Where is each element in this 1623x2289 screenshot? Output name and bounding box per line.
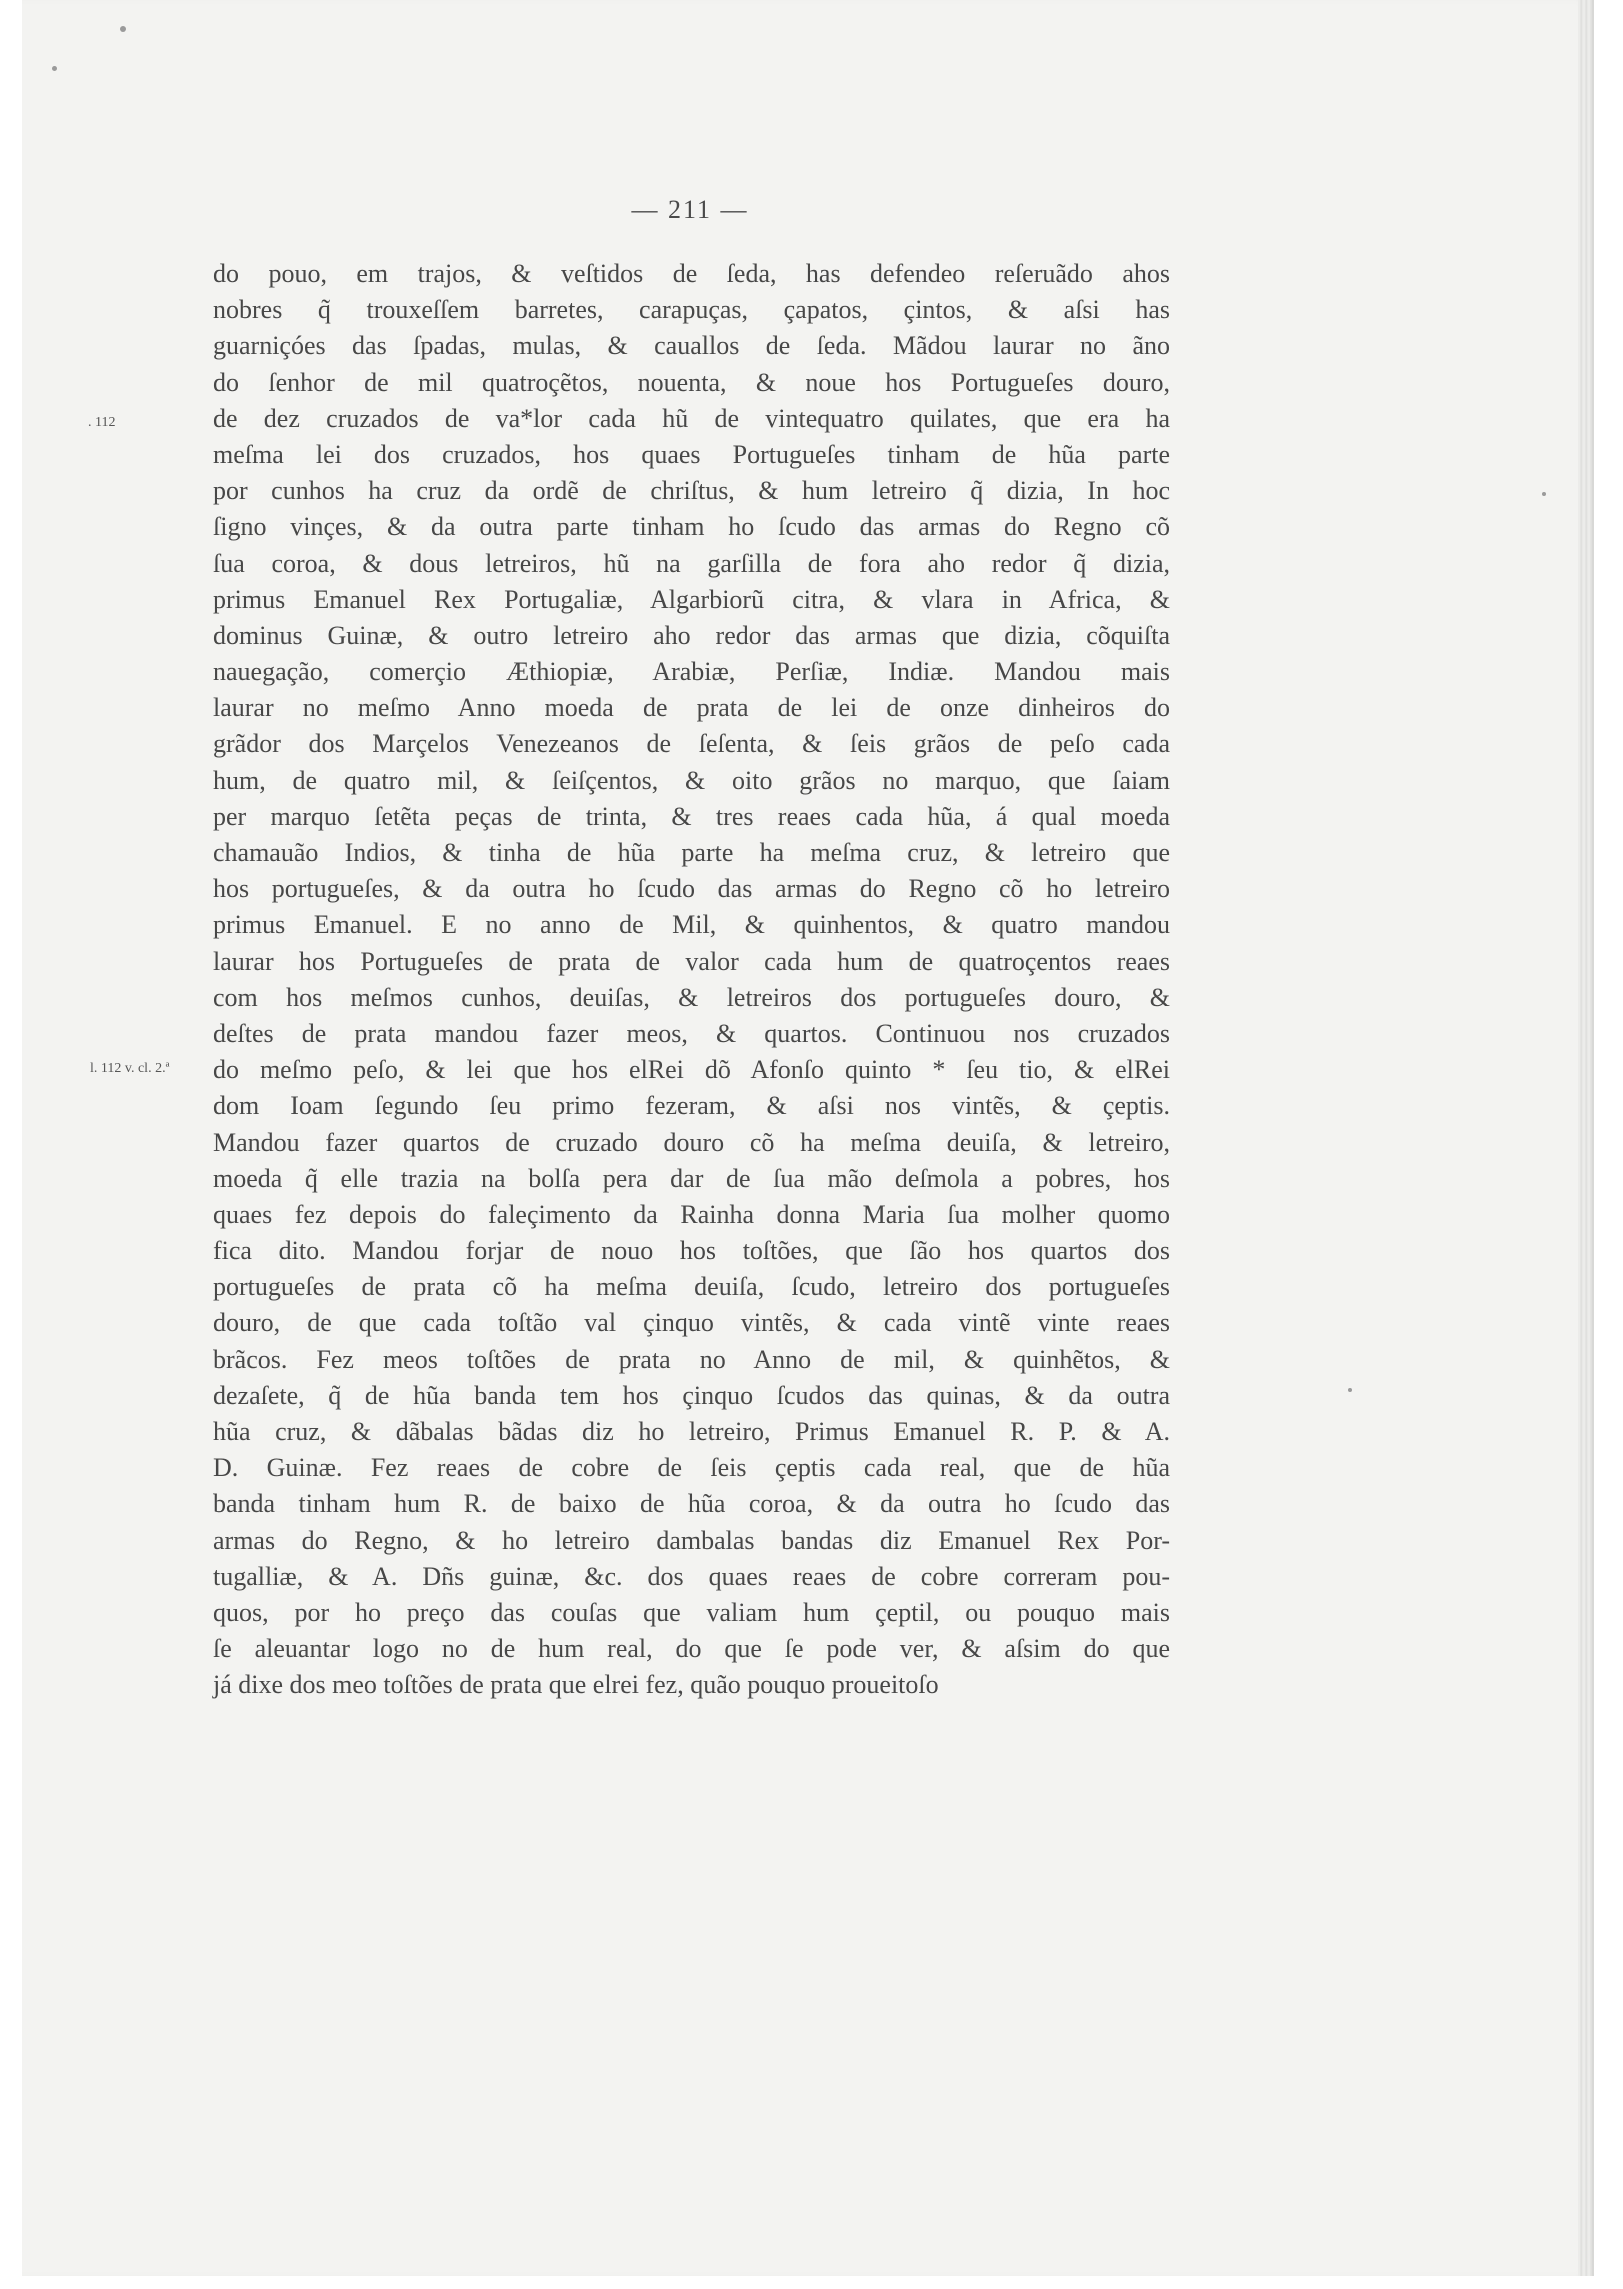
text-line: hum, de quatro mil, & ſeiſçentos, & oito grãos no marquo, que ſaiam xyxy=(213,765,1170,795)
text-line: portugueſes de prata cõ ha meſma deuiſa, ſcudo, letreiro dos portugueſes xyxy=(213,1272,1170,1302)
text-line: deſtes de prata mandou fazer meos, & quartos. Continuou nos cruzados xyxy=(213,1018,1170,1048)
text-line: douro, de que cada toſtão val çinquo vintẽs, & cada vintẽ vinte reaes xyxy=(213,1308,1170,1338)
text-line: Mandou fazer quartos de cruzado douro cõ ha meſma deuiſa, & letreiro, xyxy=(213,1127,1170,1157)
text-line: grãdor dos Marçelos Venezeanos de ſeſenta, & ſeis grãos de peſo cada xyxy=(213,729,1170,759)
body-text xyxy=(213,256,1170,1704)
text-line: por cunhos ha cruz da ordẽ de chriſtus, & hum letreiro q̃ dizia, In hoc xyxy=(213,476,1170,506)
text-line: armas do Regno, & ho letreiro dambalas bandas diz Emanuel Rex Por- xyxy=(213,1525,1170,1555)
text-line: chamauão Indios, & tinha de hũa parte ha meſma cruz, & letreiro que xyxy=(213,838,1170,867)
text-line: dom Ioam ſegundo ſeu primo fezeram, & aſsi nos vintẽs, & çeptis. xyxy=(213,1091,1170,1121)
margin-note: l. 112 v. cl. 2.ª xyxy=(90,1061,170,1076)
text-line: nobres q̃ trouxeſſem barretes, carapuças, çapatos, çintos, & aſsi has xyxy=(213,295,1170,325)
ink-speck xyxy=(120,26,126,32)
text-line: laurar no meſmo Anno moeda de prata de lei de onze dinheiros do xyxy=(213,693,1170,723)
text-line: meſma lei dos cruzados, hos quaes Portugueſes tinham de hũa parte xyxy=(213,439,1170,469)
text-line: do meſmo peſo, & lei que hos elRei dõ Afonſo quinto * ſeu tio, & elRei xyxy=(213,1055,1170,1085)
text-line: do ſenhor de mil quatroçẽtos, nouenta, & noue hos Portugueſes douro, xyxy=(213,367,1170,397)
text-line: dominus Guinæ, & outro letreiro aho redor das armas que dizia, cõquiſta xyxy=(213,620,1170,650)
text-line: brãcos. Fez meos toſtões de prata no Anno de mil, & quinhẽtos, & xyxy=(213,1344,1170,1374)
text-line: com hos meſmos cunhos, deuiſas, & letreiros dos portugueſes douro, & xyxy=(213,982,1170,1012)
text-line: fica dito. Mandou forjar de nouo hos toſtões, que ſão hos quartos dos xyxy=(213,1236,1170,1266)
text-line: nauegação, comerçio Æthiopiæ, Arabiæ, Perſiæ, Indiæ. Mandou mais xyxy=(213,657,1170,687)
page-edge-shadow xyxy=(1578,0,1592,2276)
margin-note: . 112 xyxy=(88,415,116,430)
text-line: dezaſete, q̃ de hũa banda tem hos çinquo ſcudos das quinas, & da outra xyxy=(213,1380,1170,1410)
text-line: primus Emanuel. E no anno de Mil, & quinhentos, & quatro mandou xyxy=(213,910,1170,940)
page-number: — 211 — xyxy=(631,195,749,224)
text-line: já dixe dos meo toſtões de prata que elrei fez, quão pouquo proueitoſo xyxy=(213,1670,939,1700)
text-line: do pouo, em trajos, & veſtidos de ſeda, has defendeo reſeruãdo ahos xyxy=(213,259,1170,288)
text-line: hũa cruz, & dãbalas bãdas diz ho letreiro, Primus Emanuel R. P. & A. xyxy=(213,1417,1170,1446)
ink-speck xyxy=(1542,492,1546,496)
text-line: ſua coroa, & dous letreiros, hũ na garſilla de fora aho redor q̃ dizia, xyxy=(213,548,1170,578)
text-line: hos portugueſes, & da outra ho ſcudo das armas do Regno cõ ho letreiro xyxy=(213,874,1170,904)
text-line: moeda q̃ elle trazia na bolſa pera dar de ſua mão deſmola a pobres, hos xyxy=(213,1163,1170,1193)
text-line: quaes fez depois do faleçimento da Rainha donna Maria ſua molher quomo xyxy=(213,1199,1170,1229)
text-line: guarniçóes das ſpadas, mulas, & cauallos de ſeda. Mãdou laurar no ãno xyxy=(213,331,1170,361)
ink-speck xyxy=(52,66,57,71)
text-line: laurar hos Portugueſes de prata de valor cada hum de quatroçentos reaes xyxy=(213,946,1170,976)
text-line: per marquo ſetẽta peças de trinta, & tres reaes cada hũa, á qual moeda xyxy=(213,801,1170,831)
text-line: quos, por ho preço das couſas que valiam hum çeptil, ou pouquo mais xyxy=(213,1597,1170,1627)
text-line: de dez cruzados de va*lor cada hũ de vintequatro quilates, que era ha xyxy=(213,403,1170,433)
text-line: ſigno vinçes, & da outra parte tinham ho ſcudo das armas do Regno cõ xyxy=(213,512,1170,542)
text-line: D. Guinæ. Fez reaes de cobre de ſeis çeptis cada real, que de hũa xyxy=(213,1453,1170,1483)
text-line: tugalliæ, & A. Dñs guinæ, &c. dos quaes reaes de cobre correram pou- xyxy=(213,1561,1170,1591)
text-line: primus Emanuel Rex Portugaliæ, Algarbiorũ citra, & vlara in Africa, & xyxy=(213,584,1170,614)
text-line: banda tinham hum R. de baixo de hũa coroa, & da outra ho ſcudo das xyxy=(213,1489,1170,1519)
text-line: ſe aleuantar logo no de hum real, do que ſe pode ver, & aſsim do que xyxy=(213,1634,1170,1664)
ink-speck xyxy=(1348,1388,1352,1392)
